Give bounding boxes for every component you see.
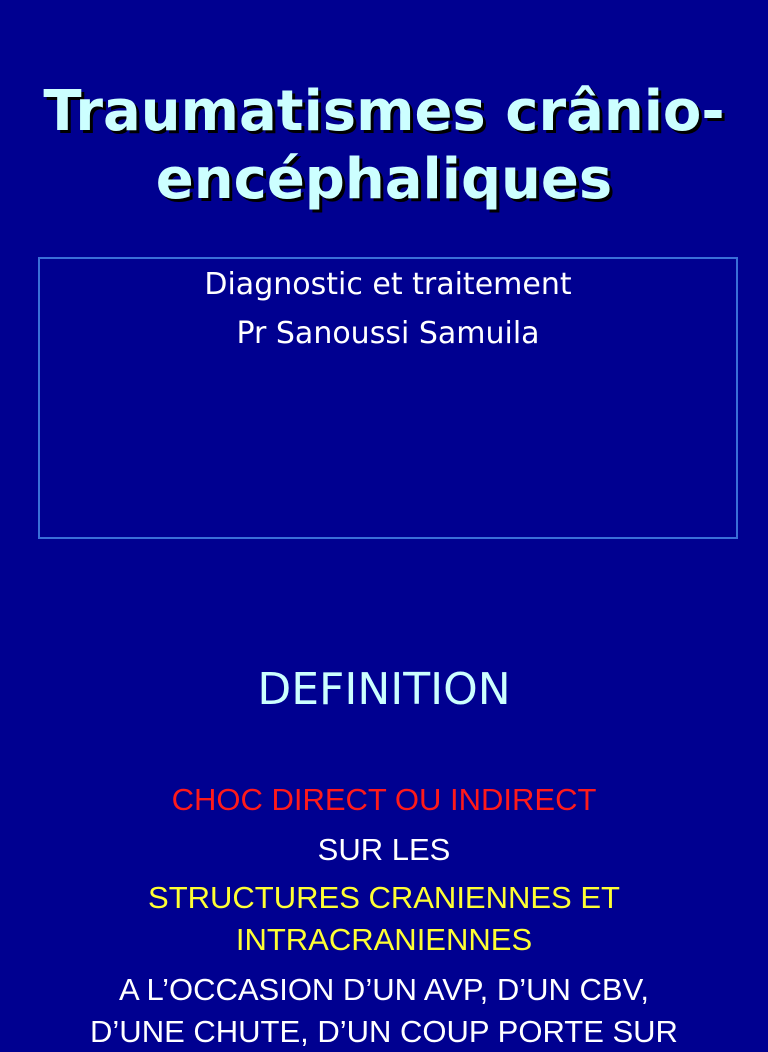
definition-line-4: INTRACRANIENNES bbox=[235, 922, 533, 957]
subtitle-line-2: Pr Sanoussi Samuila bbox=[236, 316, 540, 351]
title-line-2: encéphaliques bbox=[155, 147, 613, 212]
definition-slide bbox=[0, 576, 768, 1049]
definition-line-6: D’UNE CHUTE, D’UN COUP PORTE SUR bbox=[90, 1014, 678, 1049]
title-line-1: Traumatismes crânio- bbox=[43, 79, 725, 144]
subtitle-line-1: Diagnostic et traitement bbox=[204, 267, 572, 302]
definition-line-2: SUR LES bbox=[317, 832, 451, 867]
definition-line-5: A L’OCCASION D’UN AVP, D’UN CBV, bbox=[118, 972, 650, 1007]
slide-title bbox=[0, 78, 768, 214]
definition-line-3: STRUCTURES CRANIENNES ET bbox=[148, 880, 620, 915]
definition-line-1: CHOC DIRECT OU INDIRECT bbox=[171, 782, 597, 817]
definition-heading: DEFINITION bbox=[257, 664, 511, 715]
subtitle-box bbox=[38, 257, 738, 539]
